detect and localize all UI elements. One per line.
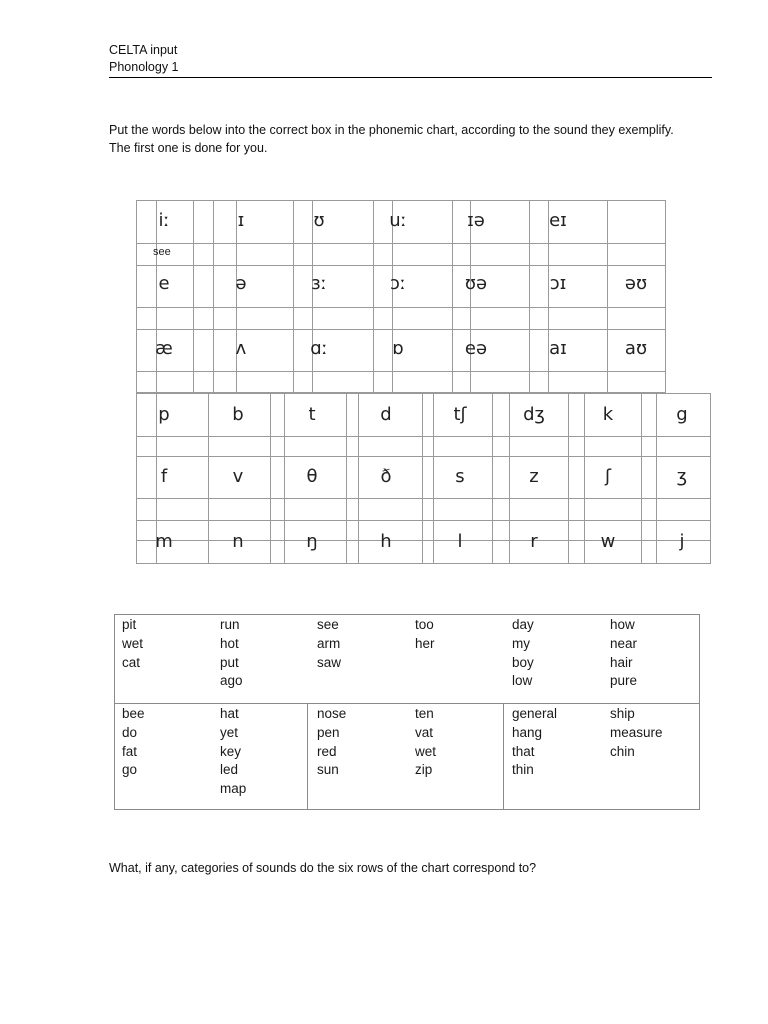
consonant-symbol: p: [158, 404, 170, 425]
consonant-sub-col-line: [422, 393, 423, 564]
word-item: led: [220, 762, 239, 778]
vowel-symbol: iː: [158, 210, 170, 231]
vowel-symbol: aɪ: [549, 338, 567, 359]
vowel-symbol: ɔː: [390, 273, 406, 294]
word-item: ship: [610, 706, 635, 721]
vowel-symbol: ɜː: [311, 273, 327, 294]
question-text: What, if any, categories of sounds do the six rows of the chart correspond to?: [109, 861, 537, 875]
word-table-divider: [114, 703, 700, 704]
vowel-symbol: əʊ: [624, 273, 648, 294]
word-item: boy: [512, 654, 534, 670]
word-item: general: [512, 706, 558, 721]
consonant-symbol: z: [529, 466, 539, 487]
instructions-line-2: The first one is done for you.: [109, 140, 268, 155]
instructions: [109, 122, 719, 157]
vowel-symbol: uː: [389, 210, 407, 231]
document-header: [109, 42, 712, 76]
word-column: [317, 616, 341, 672]
consonant-sub-col-line: [641, 393, 642, 564]
instructions-line-1: Put the words below into the correct box in the phonemic chart, according to the sound they exemplify.: [109, 123, 674, 137]
word-item: put: [220, 654, 239, 670]
consonant-symbol: g: [676, 404, 688, 425]
consonant-row-line: [136, 436, 711, 437]
word-item: go: [122, 762, 138, 778]
word-column: [415, 705, 436, 780]
word-item: pit: [122, 617, 137, 632]
word-item: fat: [122, 743, 138, 759]
vowel-row-line: [136, 371, 666, 372]
word-column: [122, 705, 145, 780]
word-item: ten: [415, 706, 434, 721]
consonant-symbol: b: [232, 404, 244, 425]
word-item: pure: [610, 673, 638, 689]
word-item: low: [512, 673, 533, 689]
word-item: measure: [610, 724, 663, 740]
word-item: map: [220, 781, 247, 797]
vowel-row-line: [136, 307, 666, 308]
consonant-sub-col-line: [568, 393, 569, 564]
word-item: thin: [512, 762, 534, 778]
vowel-symbol: eə: [464, 338, 488, 359]
word-item: nose: [317, 706, 347, 721]
word-table-col-line: [503, 703, 504, 810]
word-item: vat: [415, 724, 434, 740]
word-item: yet: [220, 724, 239, 740]
word-item: saw: [317, 654, 342, 670]
word-item: too: [415, 617, 434, 632]
vowel-symbol: ʊ: [313, 210, 325, 231]
word-item: hang: [512, 724, 543, 740]
word-item: hat: [220, 706, 239, 721]
course-title: CELTA input: [109, 43, 178, 57]
vowel-symbol: aʊ: [624, 338, 648, 359]
consonant-symbol: l: [457, 531, 463, 552]
consonant-symbol: t: [308, 404, 316, 425]
word-item: see: [317, 617, 339, 632]
example-word: see: [153, 246, 171, 258]
consonant-symbol: θ: [306, 466, 318, 487]
word-column: [122, 616, 143, 672]
word-column: [415, 616, 435, 654]
vowel-symbol: ɔɪ: [549, 273, 567, 294]
vowel-row-line: [136, 265, 666, 266]
consonant-symbol: w: [600, 531, 616, 552]
vowel-symbol: ɪ: [237, 210, 245, 231]
word-column: [220, 616, 243, 691]
consonant-symbol: n: [232, 531, 244, 552]
consonant-symbol: m: [155, 531, 173, 552]
word-item: sun: [317, 762, 339, 778]
consonant-row-line: [136, 498, 711, 499]
word-item: her: [415, 635, 435, 651]
word-column: [610, 616, 637, 691]
vowel-symbol: æ: [155, 338, 173, 359]
vowel-symbol: ʌ: [235, 338, 247, 359]
word-item: how: [610, 617, 635, 632]
word-item: chin: [610, 743, 635, 759]
word-item: wet: [122, 635, 144, 651]
word-item: key: [220, 743, 242, 759]
consonant-symbol: tʃ: [453, 404, 467, 425]
consonant-symbol: h: [380, 531, 392, 552]
word-item: red: [317, 743, 337, 759]
vowel-symbol: eɪ: [549, 210, 567, 231]
consonant-sub-col-line: [270, 393, 271, 564]
vowel-symbol: ɑː: [310, 338, 328, 359]
header-rule: [109, 77, 712, 78]
word-item: arm: [317, 635, 341, 651]
word-item: run: [220, 617, 240, 632]
consonant-symbol: r: [530, 531, 538, 552]
word-item: hot: [220, 635, 239, 651]
word-item: near: [610, 635, 638, 651]
word-item: pen: [317, 724, 340, 740]
vowel-symbol: e: [158, 273, 170, 294]
word-item: zip: [415, 762, 433, 778]
consonant-row-line: [136, 520, 711, 521]
vowel-symbol: ə: [235, 273, 247, 294]
consonant-symbol: v: [232, 466, 244, 487]
session-title: Phonology 1: [109, 60, 179, 74]
word-column: [512, 705, 557, 780]
consonant-symbol: d: [380, 404, 392, 425]
vowel-row-line: [136, 243, 666, 244]
consonant-row-line: [136, 456, 711, 457]
consonant-sub-col-line: [346, 393, 347, 564]
consonant-symbol: ŋ: [306, 531, 318, 552]
consonant-symbol: j: [679, 531, 685, 552]
word-item: cat: [122, 654, 141, 670]
word-item: that: [512, 743, 535, 759]
word-table: [114, 614, 700, 810]
word-item: my: [512, 635, 530, 651]
consonant-symbol: dʒ: [523, 404, 545, 425]
word-item: bee: [122, 706, 145, 721]
word-table-col-line: [307, 703, 308, 810]
word-column: [317, 705, 346, 780]
consonant-symbol: ʃ: [604, 466, 612, 487]
vowel-symbol: ɒ: [392, 338, 404, 359]
word-column: [220, 705, 246, 799]
vowel-row-line: [136, 329, 666, 330]
consonant-symbol: s: [455, 466, 465, 487]
word-item: hair: [610, 654, 633, 670]
word-item: day: [512, 617, 534, 632]
consonant-symbol: k: [602, 404, 614, 425]
word-column: [512, 616, 534, 691]
vowel-symbol: ʊə: [464, 273, 488, 294]
vowel-symbol: ɪə: [467, 210, 485, 231]
vowel-col-line: [607, 200, 608, 393]
consonant-sub-col-line: [492, 393, 493, 564]
consonant-symbol: ð: [380, 466, 392, 487]
word-item: do: [122, 724, 138, 740]
consonant-symbol: ʒ: [676, 466, 688, 487]
word-item: wet: [415, 743, 437, 759]
consonant-symbol: f: [160, 466, 168, 487]
word-item: ago: [220, 673, 243, 689]
word-column: [610, 705, 663, 761]
